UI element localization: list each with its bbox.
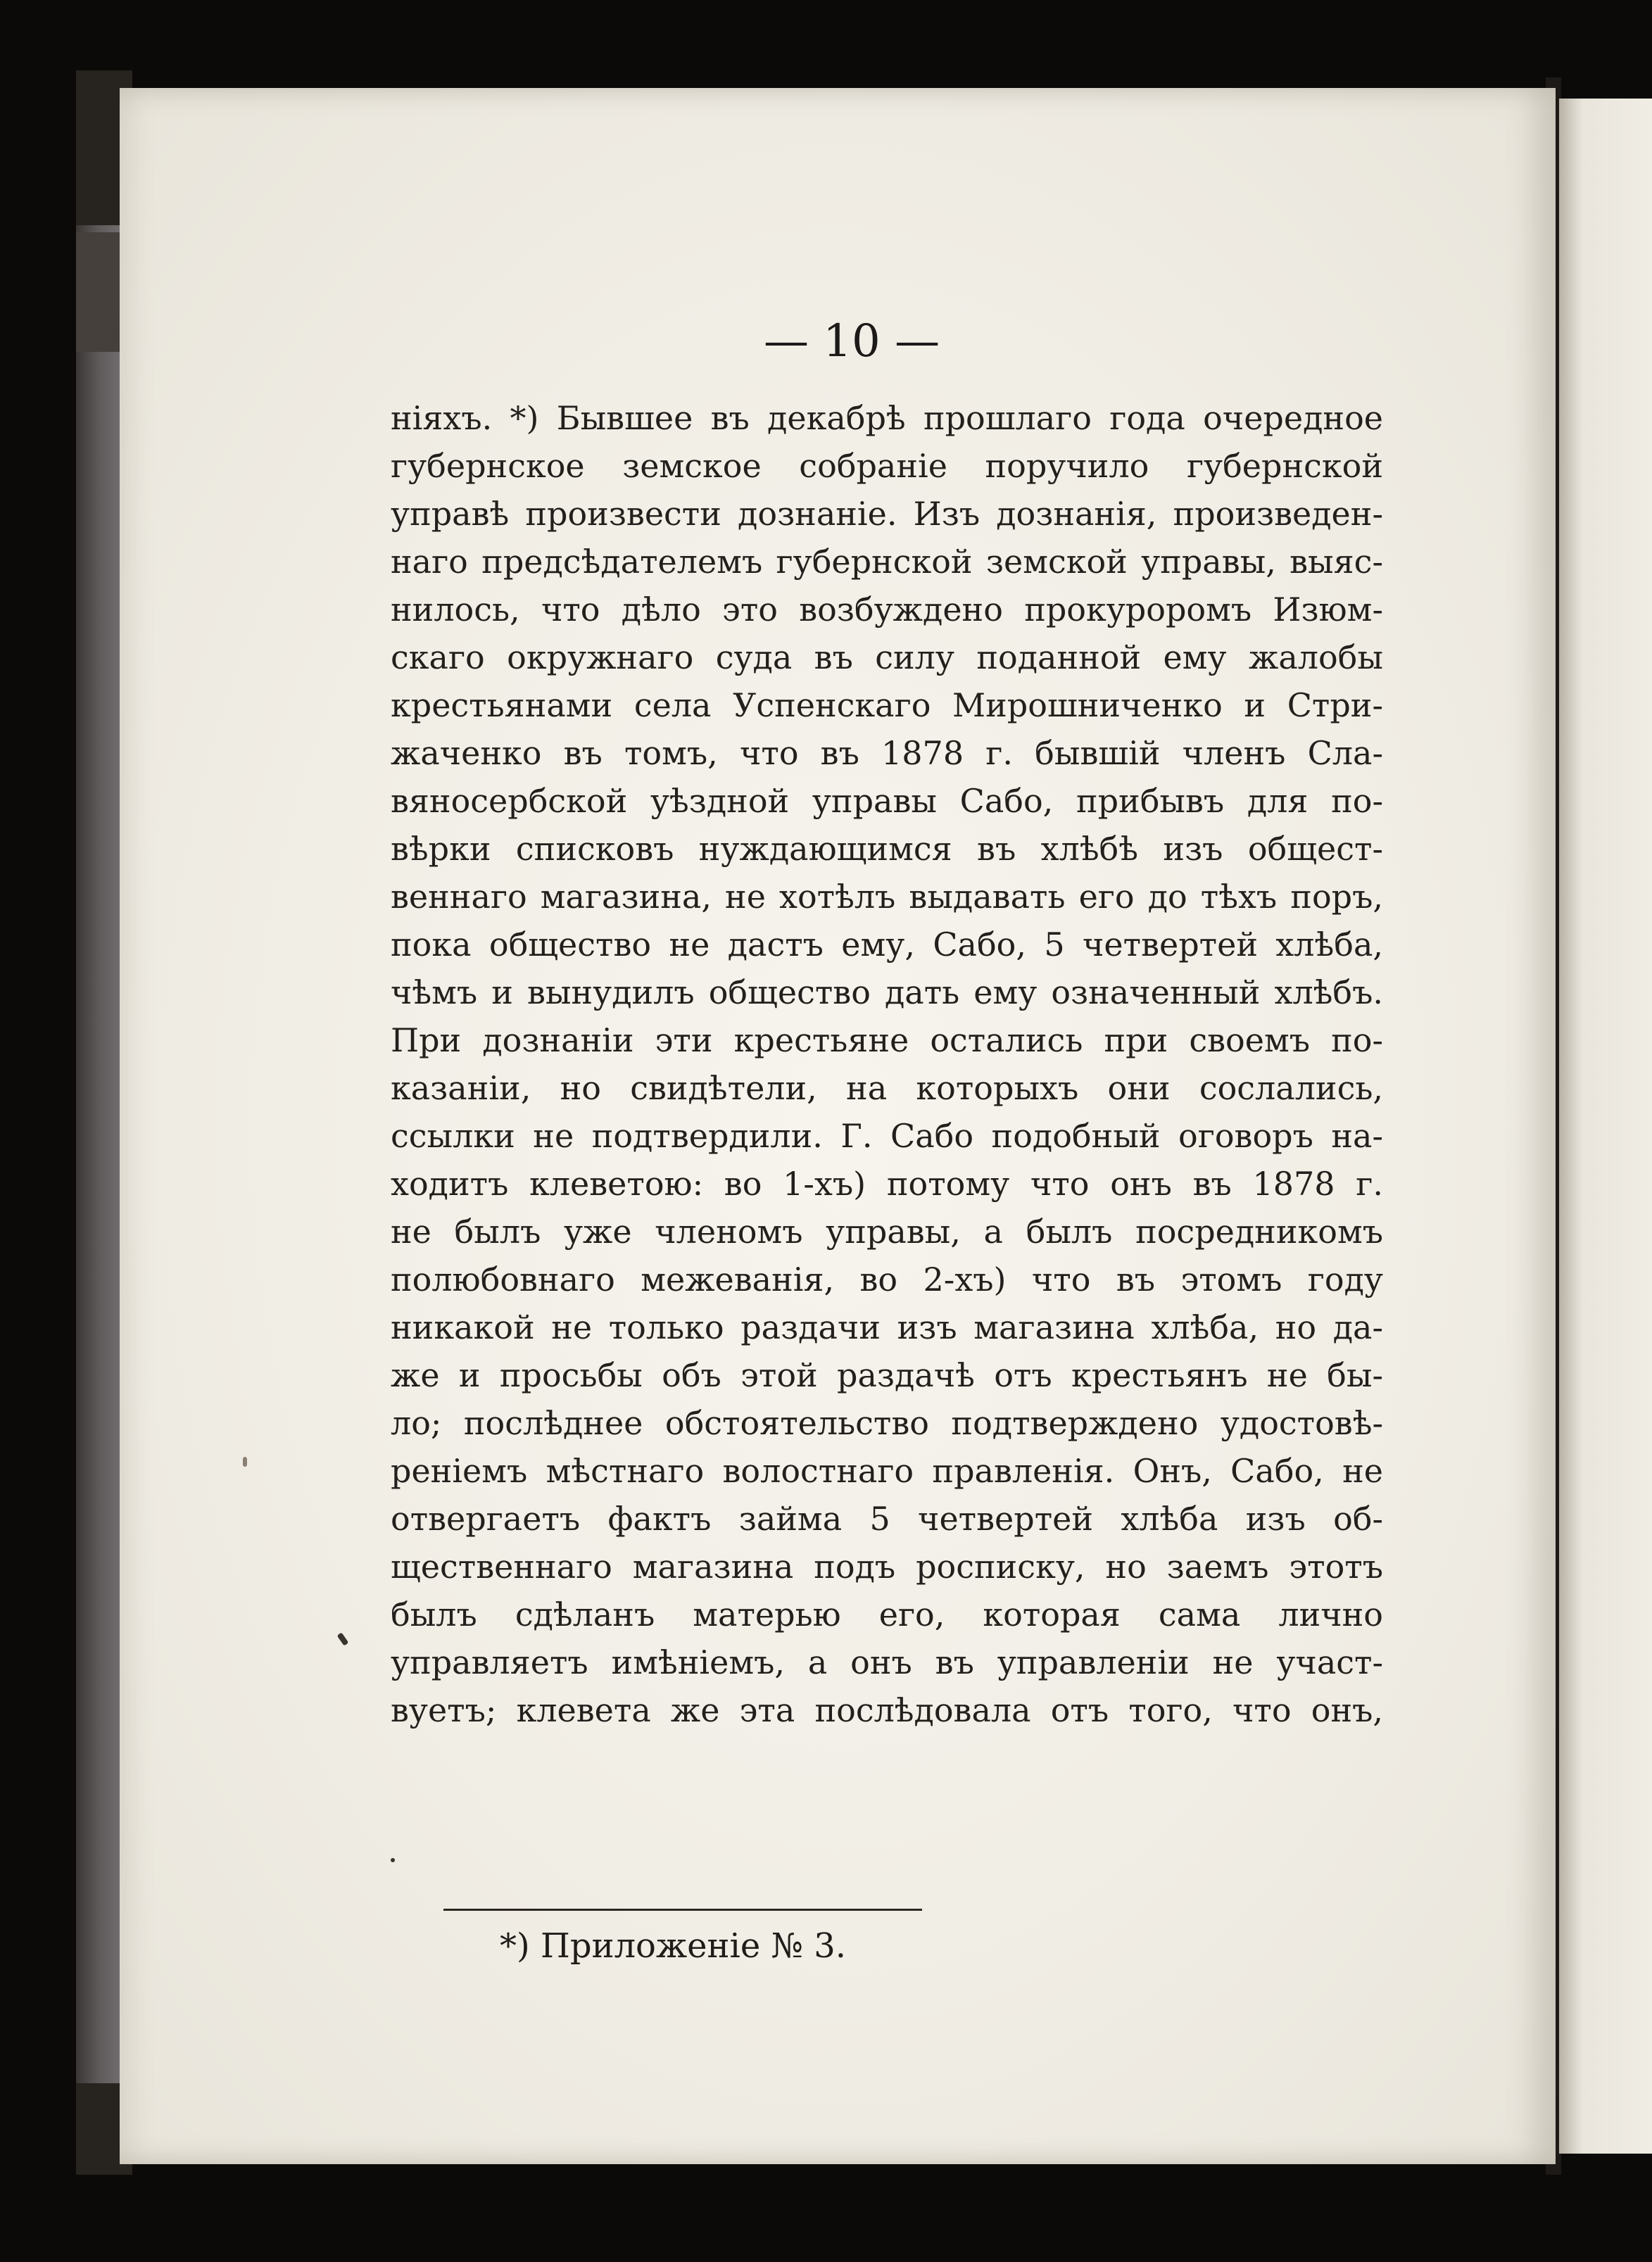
footnote: *) Приложеніе № 3. [500,1926,846,1966]
text-line: не былъ уже членомъ управы, а былъ посредникомъ [391,1213,1383,1251]
text-line: ло; послѣднее обстоятельство подтверждено удостовѣ- [391,1404,1383,1442]
page-number: — 10 — [763,315,940,367]
text-line: скаго окружнаго суда въ силу поданной ему жалобы [391,638,1383,676]
footnote-rule [443,1909,922,1911]
text-line: При дознаніи эти крестьяне остались при своемъ по- [391,1021,1383,1059]
text-line: вѣрки списковъ нуждающимся въ хлѣбѣ изъ общест- [391,830,1383,868]
paper-blemish [243,1457,247,1467]
text-line: вуетъ; клевета же эта послѣдовала отъ того, что онъ, [391,1691,1383,1729]
text-line: отвергаетъ фактъ займа 5 четвертей хлѣба изъ об- [391,1500,1383,1538]
text-line: управѣ произвести дознаніе. Изъ дознанія, произведен- [391,495,1383,533]
text-line: крестьянами села Успенскаго Мирошниченко и Стри- [391,686,1383,724]
text-line: никакой не только раздачи изъ магазина хлѣба, но да- [391,1308,1383,1346]
text-line: жаченко въ томъ, что въ 1878 г. бывшій членъ Сла- [391,734,1383,772]
text-line: губернское земское собраніе поручило губернской [391,447,1383,485]
text-line: былъ сдѣланъ матерью его, которая сама лично [391,1596,1383,1634]
text-line: полюбовнаго межеванія, во 2-хъ) что въ этомъ году [391,1260,1383,1299]
text-line: казаніи, но свидѣтели, на которыхъ они сослались, [391,1069,1383,1107]
text-line: веннаго магазина, не хотѣлъ выдавать его до тѣхъ поръ, [391,878,1383,916]
text-line: вяносербской уѣздной управы Сабо, прибывъ для по- [391,782,1383,820]
text-line: управляетъ имѣніемъ, а онъ въ управленіи не участ- [391,1643,1383,1681]
body-text [391,394,1383,1734]
text-line: реніемъ мѣстнаго волостнаго правленія. Онъ, Сабо, не [391,1452,1383,1490]
text-line: ніяхъ. *) Бывшее въ декабрѣ прошлаго года очередное [391,399,1383,437]
paper-blemish [391,1858,395,1862]
text-line: ссылки не подтвердили. Г. Сабо подобный оговоръ на- [391,1117,1383,1155]
text-line: щественнаго магазина подъ росписку, но заемъ этотъ [391,1548,1383,1586]
next-page-edge [1559,99,1652,2154]
text-line: наго предсѣдателемъ губернской земской управы, выяс- [391,543,1383,581]
text-line: же и просьбы объ этой раздачѣ отъ крестьянъ не бы- [391,1356,1383,1394]
text-line: нилось, что дѣло это возбуждено прокуроромъ Изюм- [391,590,1383,628]
text-line: пока общество не дастъ ему, Сабо, 5 четвертей хлѣба, [391,925,1383,963]
text-line: ходитъ клеветою: во 1-хъ) потому что онъ въ 1878 г. [391,1165,1383,1203]
text-line: чѣмъ и вынудилъ общество дать ему означенный хлѣбъ. [391,973,1383,1011]
